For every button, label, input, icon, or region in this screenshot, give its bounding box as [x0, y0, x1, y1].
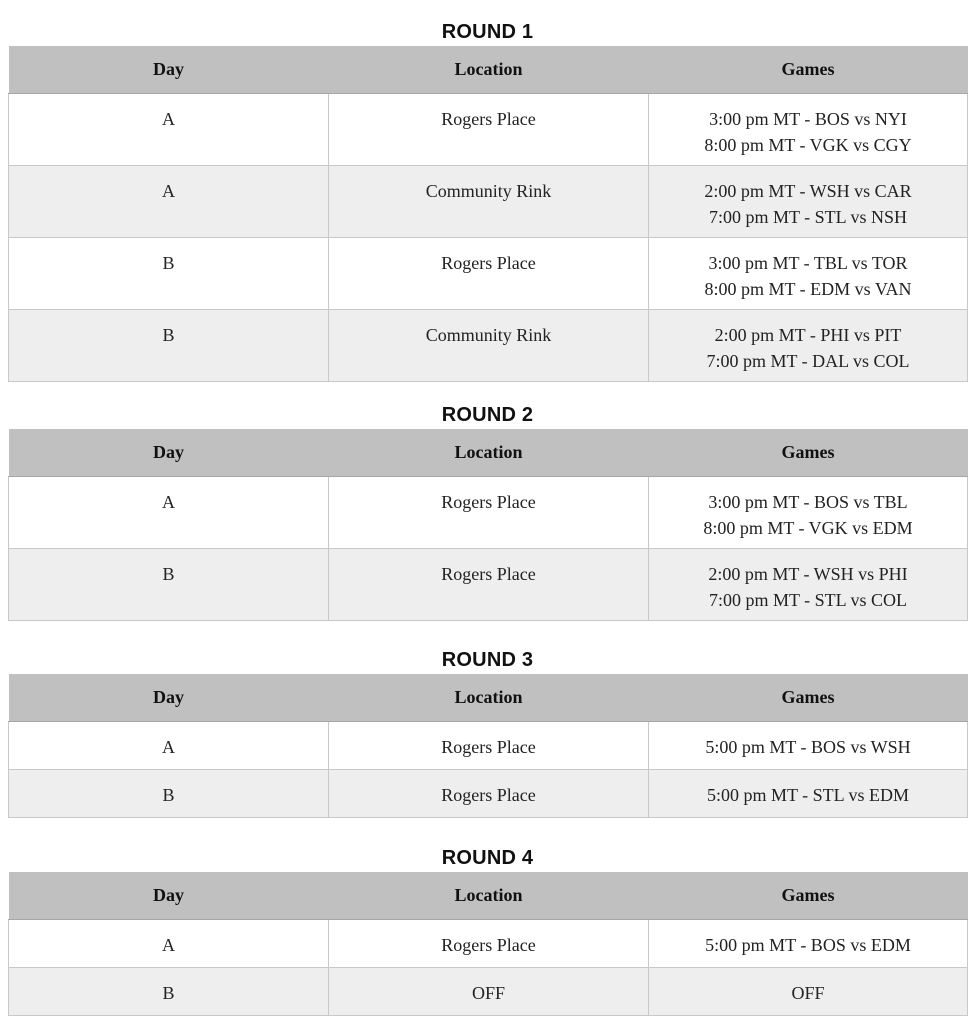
- games-cell: [649, 920, 968, 968]
- round-2-section: [8, 401, 967, 621]
- header-row: [9, 872, 968, 920]
- table-row: [9, 477, 968, 549]
- day-cell: B: [9, 238, 329, 310]
- day-cell: A: [9, 477, 329, 549]
- game-entry: 8:00 pm MT - EDM vs VAN: [704, 279, 912, 299]
- schedule-table: [8, 429, 968, 621]
- round-title: ROUND 3: [441, 649, 534, 671]
- game-entry: 3:00 pm MT - TBL vs TOR: [708, 253, 908, 273]
- table-row: [9, 968, 968, 1016]
- location-cell: Community Rink: [329, 166, 649, 238]
- table-row: [9, 549, 968, 621]
- day-header: Day: [9, 46, 329, 94]
- round-1-section: [8, 18, 967, 382]
- location-cell: Rogers Place: [329, 920, 649, 968]
- games-header: Games: [649, 46, 968, 94]
- table-row: [9, 238, 968, 310]
- location-cell: Rogers Place: [329, 477, 649, 549]
- game-entry: 2:00 pm MT - WSH vs CAR: [704, 181, 912, 201]
- game-entry: 8:00 pm MT - VGK vs CGY: [704, 135, 912, 155]
- table-row: [9, 722, 968, 770]
- schedule-table: [8, 46, 968, 382]
- games-header: Games: [649, 429, 968, 477]
- game-entry: 5:00 pm MT - BOS vs EDM: [705, 935, 911, 955]
- location-cell: Rogers Place: [329, 549, 649, 621]
- location-cell: Rogers Place: [329, 94, 649, 166]
- location-cell: OFF: [329, 968, 649, 1016]
- games-cell: [649, 94, 968, 166]
- day-cell: A: [9, 722, 329, 770]
- day-cell: A: [9, 920, 329, 968]
- location-cell: Rogers Place: [329, 238, 649, 310]
- game-entry: 7:00 pm MT - DAL vs COL: [706, 351, 910, 371]
- day-header: Day: [9, 429, 329, 477]
- games-cell: [649, 722, 968, 770]
- day-cell: B: [9, 549, 329, 621]
- game-entry: 2:00 pm MT - WSH vs PHI: [708, 564, 908, 584]
- header-row: [9, 674, 968, 722]
- game-entry: 8:00 pm MT - VGK vs EDM: [703, 518, 913, 538]
- table-row: [9, 94, 968, 166]
- game-entry: 7:00 pm MT - STL vs COL: [708, 590, 907, 610]
- day-cell: B: [9, 770, 329, 818]
- round-title: ROUND 1: [441, 21, 534, 43]
- games-cell: [649, 238, 968, 310]
- round-title: ROUND 2: [441, 404, 534, 426]
- games-cell: [649, 166, 968, 238]
- day-header: Day: [9, 872, 329, 920]
- location-header: Location: [329, 674, 649, 722]
- day-header: Day: [9, 674, 329, 722]
- round-title: ROUND 4: [441, 847, 534, 869]
- games-cell: [649, 770, 968, 818]
- header-row: [9, 429, 968, 477]
- game-entry: 7:00 pm MT - STL vs NSH: [708, 207, 908, 227]
- table-row: [9, 920, 968, 968]
- location-header: Location: [329, 429, 649, 477]
- day-cell: B: [9, 310, 329, 382]
- header-row: [9, 46, 968, 94]
- day-cell: B: [9, 968, 329, 1016]
- round-4-section: [8, 844, 967, 1016]
- location-cell: Community Rink: [329, 310, 649, 382]
- location-cell: Rogers Place: [329, 770, 649, 818]
- game-entry: 2:00 pm MT - PHI vs PIT: [714, 325, 902, 345]
- location-header: Location: [329, 872, 649, 920]
- games-header: Games: [649, 872, 968, 920]
- table-row: [9, 166, 968, 238]
- games-header: Games: [649, 674, 968, 722]
- game-entry: 5:00 pm MT - BOS vs WSH: [705, 737, 911, 757]
- day-cell: A: [9, 166, 329, 238]
- game-entry: OFF: [791, 983, 825, 1003]
- schedule-table: [8, 674, 968, 818]
- schedule-table: [8, 872, 968, 1016]
- games-cell: [649, 310, 968, 382]
- games-cell: [649, 549, 968, 621]
- location-cell: Rogers Place: [329, 722, 649, 770]
- game-entry: 5:00 pm MT - STL vs EDM: [706, 785, 909, 805]
- round-3-section: [8, 646, 967, 818]
- day-cell: A: [9, 94, 329, 166]
- games-cell: [649, 477, 968, 549]
- game-entry: 3:00 pm MT - BOS vs NYI: [709, 109, 907, 129]
- location-header: Location: [329, 46, 649, 94]
- table-row: [9, 770, 968, 818]
- game-entry: 3:00 pm MT - BOS vs TBL: [708, 492, 908, 512]
- table-row: [9, 310, 968, 382]
- games-cell: [649, 968, 968, 1016]
